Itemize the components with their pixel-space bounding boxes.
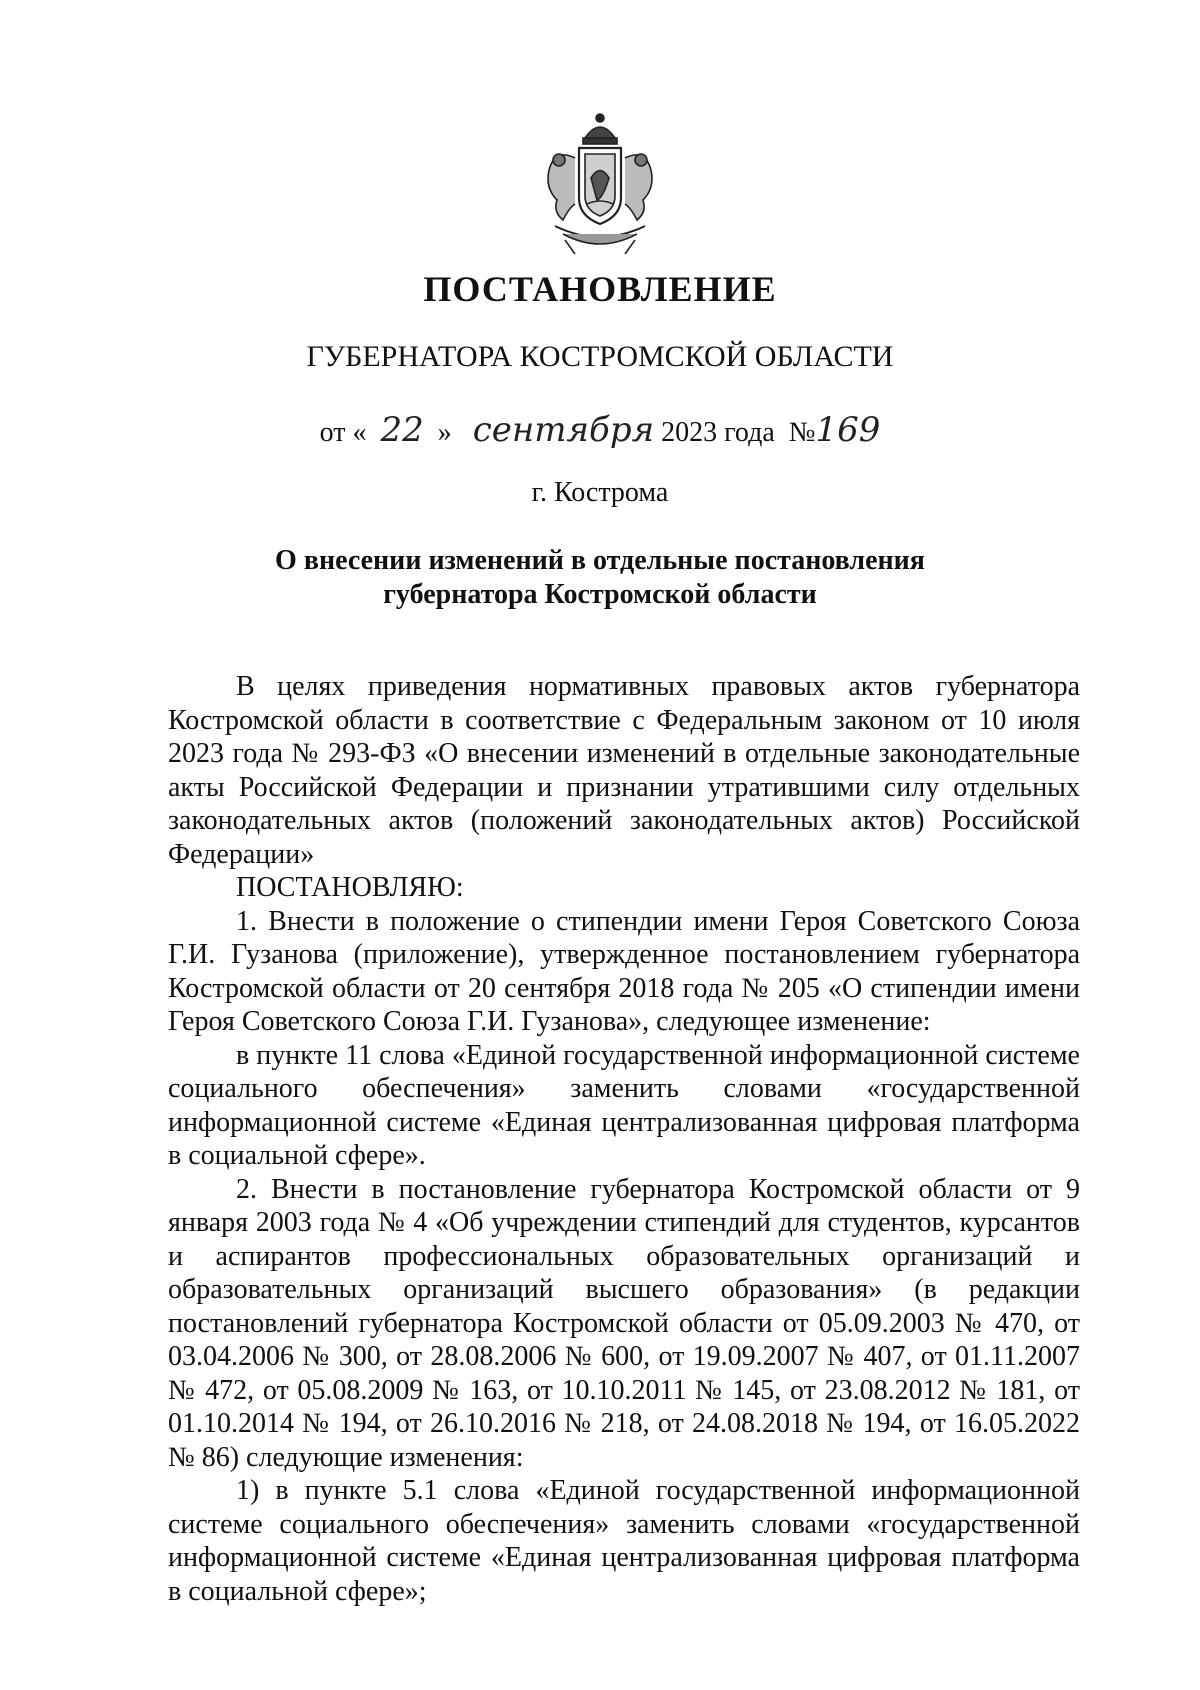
document-body <box>168 670 1080 1608</box>
subject-line-2: губернатора Костромской области <box>383 579 817 610</box>
subject-line-1: О внесении изменений в отдельные постановления <box>275 545 925 576</box>
document-title: ПОСТАНОВЛЕНИЕ <box>423 269 777 309</box>
paragraph-preamble: В целях приведения нормативных правовых актов губернатора Костромской области в соответствие с Федеральным законом от 10 июля 2023 года № 293-ФЗ «О внесении изменений в отдельные законодательные акты Российской Федерации и признании утратившими силу отдельных законодательных актов (положений законодательных актов) Российской Федерации» <box>168 671 1080 870</box>
paragraph-item-1: 1. Внести в положение о стипендии имени Героя Советского Союза Г.И. Гузанова (приложение), утвержденное постановлением губернатора Костромской области от 20 сентября 2018 года № 205 «О стипендии имени Героя Советского Союза Г.И. Гузанова», следующее изменение: <box>168 905 1080 1037</box>
coat-of-arms-icon <box>535 108 665 258</box>
date-month-handwritten: сентября <box>472 410 655 450</box>
date-prefix: от « <box>319 417 367 448</box>
paragraph-item-2-sub-1: 1) в пункте 5.1 слова «Единой государственной информационной системе социального обеспечения» заменить словами «государственной информационной системе «Единая централизованная цифровая платформа в социальной сфере»; <box>168 1475 1080 1607</box>
date-mid: » <box>437 417 452 448</box>
paragraph-item-1-change: в пункте 11 слова «Единой государственной информационной системе социального обеспечения» заменить словами «государственной информационной системе «Единая централизованная цифровая платформа в социальной сфере». <box>168 1039 1080 1171</box>
paragraph-resolve: ПОСТАНОВЛЯЮ: <box>236 872 464 903</box>
date-line <box>0 410 1200 450</box>
number-label: № <box>788 417 816 448</box>
city-line: г. Кострома <box>531 477 669 508</box>
subject-heading <box>0 544 1200 612</box>
document-number-handwritten: 169 <box>815 410 881 450</box>
date-day-handwritten: 22 <box>380 410 424 450</box>
paragraph-item-2: 2. Внести в постановление губернатора Костромской области от 9 января 2003 года № 4 «Об учреждении стипендий для студентов, курсантов и аспирантов профессиональных образовательных организаций и образовательных организаций высшего образования» (в редакции постановлений губернатора Костромской области от 05.09.2003 № 470, от 03.04.2006 № 300, от 28.08.2006 № 600, от 19.09.2007 № 407, от 01.11.2007 № 472, от 05.08.2009 № 163, от 10.10.2011 № 145, от 23.08.2012 № 181, от 01.10.2014 № 194, от 26.10.2016 № 218, от 24.08.2018 № 194, от 16.05.2022 № 86) следующие изменения: <box>168 1173 1080 1473</box>
issuing-authority: ГУБЕРНАТОРА КОСТРОМСКОЙ ОБЛАСТИ <box>306 340 894 373</box>
date-year: 2023 года <box>661 417 775 448</box>
